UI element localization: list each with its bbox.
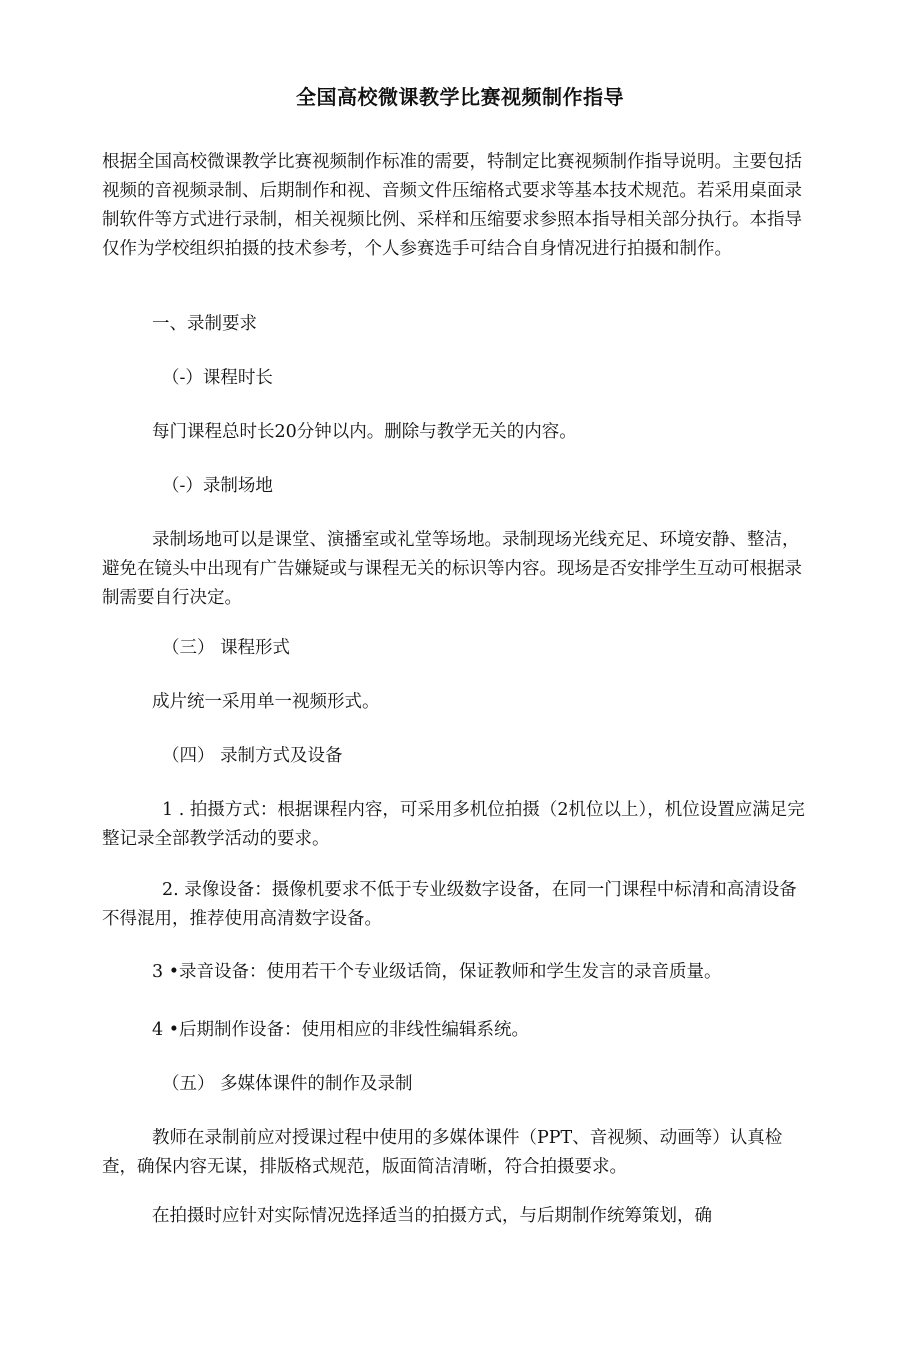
- multimedia-paragraph-1: 教师在录制前应对授课过程中使用的多媒体课件（PPT、音视频、动画等）认真检查，确保内容无谋，排版格式规范，版面简洁清晰，符合拍摄要求。: [102, 1128, 783, 1177]
- subsection-heading-multimedia: （五） 多媒体课件的制作及录制: [162, 1074, 413, 1094]
- section-heading-recording-requirements: 一、录制要求: [152, 314, 257, 334]
- list-item-video-equipment: 2. 录像设备：摄像机要求不低于专业级数字设备，在同一门课程中标清和高清设备不得混用，推荐使用高清数字设备。: [102, 880, 797, 929]
- list-item-audio-equipment: 3 •录音设备：使用若干个专业级话筒，保证教师和学生发言的录音质量。: [152, 962, 722, 982]
- multimedia-paragraph-2: 在拍摄时应针对实际情况选择适当的拍摄方式，与后期制作统筹策划，确: [152, 1206, 712, 1226]
- subsection-heading-recording-venue: （-）录制场地: [162, 476, 273, 496]
- intro-paragraph: 根据全国高校微课教学比赛视频制作标准的需要，特制定比赛视频制作指导说明。主要包括视频的音视频录制、后期制作和视、音频文件压缩格式要求等基本技术规范。若采用桌面录制软件等方式进行录制，相关视频比例、采样和压缩要求参照本指导相关部分执行。本指导仅作为学校组织拍摄的技术参考，个人参赛选手可结合自身情况进行拍摄和制作。: [102, 152, 802, 259]
- recording-venue-paragraph: 录制场地可以是课堂、演播室或礼堂等场地。录制现场光线充足、环境安静、整洁，避免在镜头中出现有广告嫌疑或与课程无关的标识等内容。现场是否安排学生互动可根据录制需要自行决定。: [102, 530, 802, 608]
- list-item-post-production: 4 •后期制作设备：使用相应的非线性编辑系统。: [152, 1020, 530, 1040]
- course-format-paragraph: 成片统一采用单一视频形式。: [152, 692, 380, 712]
- document-title: 全国高校微课教学比赛视频制作指导: [296, 85, 624, 109]
- subsection-heading-course-duration: （-）课程时长: [162, 368, 273, 388]
- course-duration-paragraph: 每门课程总时长20分钟以内。删除与教学无关的内容。: [152, 422, 577, 442]
- subsection-heading-course-format: （三） 课程形式: [162, 638, 291, 658]
- subsection-heading-recording-methods: （四） 录制方式及设备: [162, 746, 343, 766]
- list-item-shooting-method: 1 . 拍摄方式：根据课程内容，可采用多机位拍摄（2机位以上），机位设置应满足完整记录全部教学活动的要求。: [102, 800, 805, 849]
